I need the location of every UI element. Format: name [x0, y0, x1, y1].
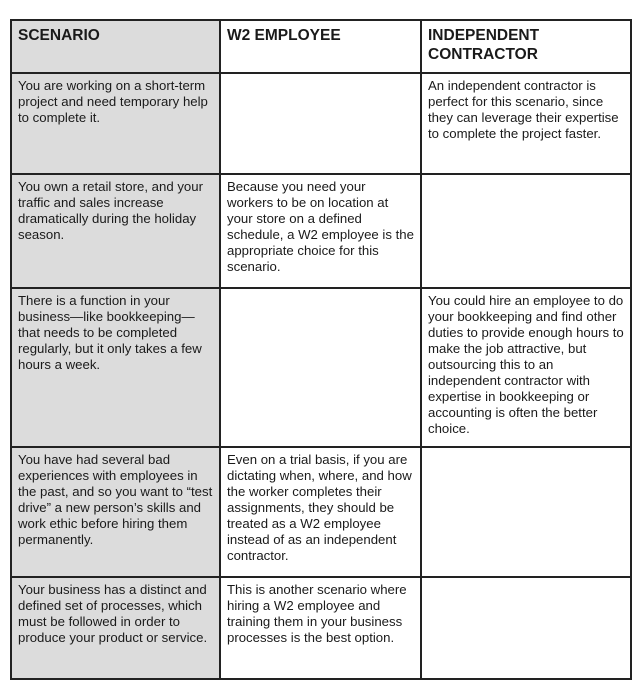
scenario-cell: You own a retail store, and your traffic and sales increase dramatically during the holiday season. — [11, 174, 220, 288]
table-row — [11, 288, 631, 447]
scenario-cell: You are working on a short-term project and need temporary help to complete it. — [11, 73, 220, 174]
header-row — [11, 20, 631, 73]
scenario-cell: There is a function in your business—like bookkeeping—that needs to be completed regularly, but it only takes a few hours a week. — [11, 288, 220, 447]
w2-cell: Because you need your workers to be on location at your store on a defined schedule, a W2 employee is the appropriate choice for this scenario. — [220, 174, 421, 288]
w2-cell: This is another scenario where hiring a W2 employee and training them in your business processes is the best option. — [220, 577, 421, 679]
table-row — [11, 577, 631, 679]
contractor-cell — [421, 174, 631, 288]
scenario-comparison-table — [10, 19, 632, 680]
scenario-cell: Your business has a distinct and defined set of processes, which must be followed in order to produce your product or service. — [11, 577, 220, 679]
w2-cell — [220, 288, 421, 447]
contractor-cell: An independent contractor is perfect for this scenario, since they can leverage their expertise to complete the project faster. — [421, 73, 631, 174]
contractor-cell — [421, 577, 631, 679]
scenario-cell: You have had several bad experiences with employees in the past, and so you want to “test drive” a new person’s skills and work ethic before hiring them permanently. — [11, 447, 220, 577]
table-row — [11, 174, 631, 288]
header-independent-contractor: INDEPENDENT CONTRACTOR — [421, 20, 631, 73]
w2-cell — [220, 73, 421, 174]
table-row — [11, 447, 631, 577]
header-scenario: SCENARIO — [11, 20, 220, 73]
contractor-cell — [421, 447, 631, 577]
table-row — [11, 73, 631, 174]
w2-cell: Even on a trial basis, if you are dictating when, where, and how the worker completes their assignments, they should be treated as a W2 employee instead of as an independent contractor. — [220, 447, 421, 577]
contractor-cell: You could hire an employee to do your bookkeeping and find other duties to provide enough hours to make the job attractive, but outsourcing this to an independent contractor with expertise in bookkeeping or accounting is often the better choice. — [421, 288, 631, 447]
header-w2-employee: W2 EMPLOYEE — [220, 20, 421, 73]
